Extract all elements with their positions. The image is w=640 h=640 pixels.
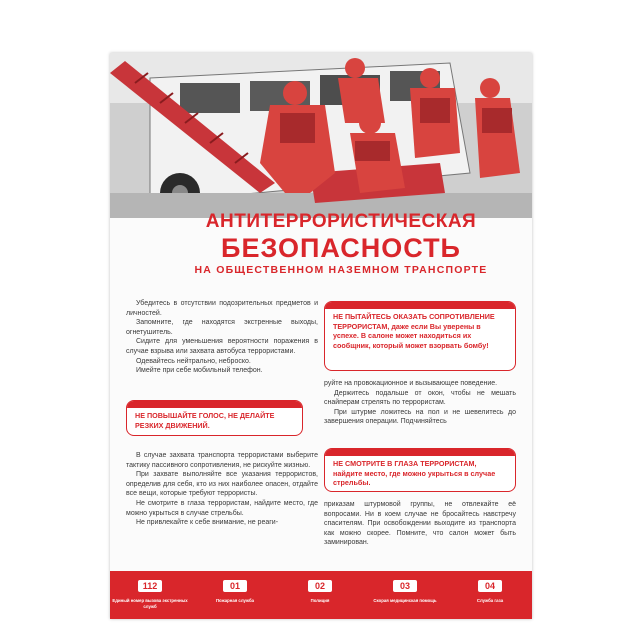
warning-box-text: НЕ ПЫТАЙТЕСЬ ОКАЗАТЬ СОПРОТИВЛЕНИЕ ТЕРРОРИСТАМ, даже если Вы уверены в успехе. В салоне может находиться их сообщник, который может взорвать бомбу! [333,312,495,350]
title-line-2: БЕЗОПАСНОСТЬ [221,233,461,263]
poster [110,53,532,619]
paragraph: При захвате выполняйте все указания террористов, определив для себя, кто из них наиболее опасен, отдайте все вещи, которые требуют террористы. [126,471,318,498]
phone-label: Служба газа [476,598,504,603]
title-line-3: НА ОБЩЕСТВЕННОМ НАЗЕМНОМ ТРАНСПОРТЕ [194,264,488,276]
footer-item-04 [450,576,530,604]
warning-box-header [325,302,515,309]
paragraph: приказам штурмовой группы, не отвлекайте её вопросами. Ни в коем случае не бросайтесь навстречу спасителям. При освобождении выходите из транспорта как можно скорее. Помните, что салон может быть заминирован. [324,501,516,547]
phone-label: Единый номер вызова экстренных служб [112,598,188,609]
paragraph: руйте на провокационное и вызывающее поведение. [324,380,498,387]
phone-number: 01 [223,580,247,592]
phone-number: 02 [308,580,332,592]
paragraph: Убедитесь в отсутствии подозрительных предметов и личностей. [126,300,318,317]
paragraph: При штурме ложитесь на пол и не шевелитесь до завершения операции. Подчиняйтесь [324,408,516,426]
paragraph: Не смотрите в глаза террористам, найдите место, где можно укрыться в случае стрельбы. [126,499,318,517]
footer-item-112 [110,576,190,609]
title-block [110,211,532,277]
paragraph: Имейте при себе мобильный телефон. [136,367,263,375]
phone-number: 04 [478,580,502,592]
phone-label: Пожарная служба [215,598,255,603]
warning-box-right-top [324,301,516,371]
right-column-bottom [324,500,516,548]
paragraph: Сидите для уменьшения вероятности поражения в случае взрыва или захвата автобуса террористами. [126,338,318,355]
title-line-1: АНТИТЕРРОРИСТИЧЕСКАЯ [205,211,477,232]
phone-label: Полиция [310,598,330,603]
footer-item-03 [365,576,445,604]
warning-box-text: НЕ ПОВЫШАЙТЕ ГОЛОС, НЕ ДЕЛАЙТЕ РЕЗКИХ ДВИЖЕНИЙ. [135,411,275,430]
left-column-top [126,299,318,376]
footer-item-02 [280,576,360,604]
phone-label: Скорая медицинская помощь [373,598,437,603]
emergency-numbers-footer [110,571,532,619]
paragraph: Не привлекайте к себе внимание, не реаги- [136,519,279,527]
paragraph: Запомните, где находятся экстренные выходы, огнетушитель. [126,319,318,336]
paragraph: Держитесь подальше от окон, чтобы не мешать снайперам стрелять по террористам. [324,389,516,407]
phone-number: 03 [393,580,417,592]
left-column-bottom [126,451,318,528]
warning-box-header [127,401,302,408]
warning-box-right-bottom [324,448,516,492]
phone-number: 112 [138,580,163,592]
right-column-mid [324,379,516,427]
warning-box-left [126,400,303,436]
hero-photo-illustration [110,53,532,218]
paragraph: В случае захвата транспорта террористами выберите тактику пассивного сопротивления, не рискуйте жизнью. [126,452,318,469]
paragraph: Одевайтесь нейтрально, неброско. [136,357,251,365]
warning-box-text: НЕ СМОТРИТЕ В ГЛАЗА ТЕРРОРИСТАМ, найдите место, где можно укрыться в случае стрельбы. [333,459,496,487]
hero-photo [110,53,532,218]
warning-box-header [325,449,515,456]
footer-item-01 [195,576,275,604]
